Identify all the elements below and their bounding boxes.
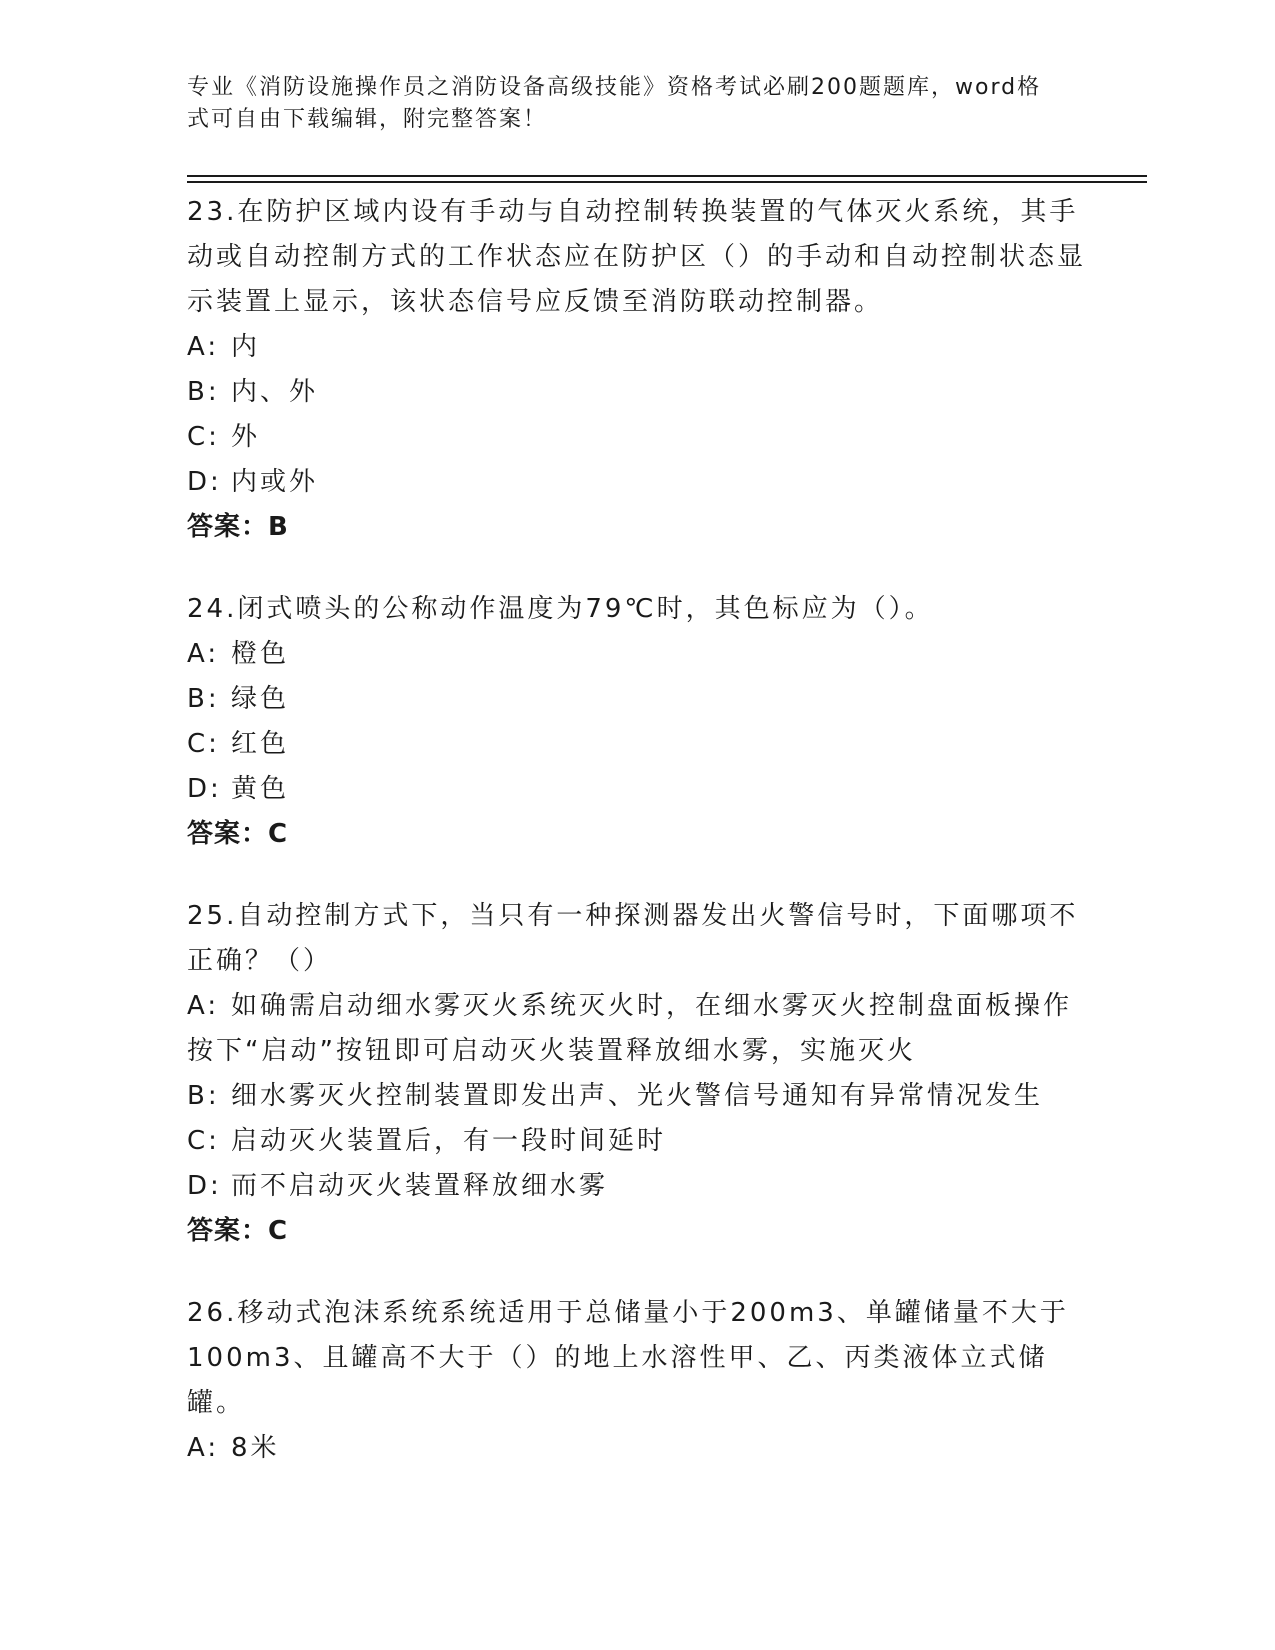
option-letter: A:	[187, 991, 220, 1021]
option-letter: B:	[187, 1081, 220, 1111]
option-c	[187, 722, 1087, 767]
option-text: 绿色	[231, 684, 290, 714]
option-text: 启动灭火装置后，有一段时间延时	[231, 1126, 667, 1156]
option-letter: D:	[187, 1171, 222, 1201]
option-letter: A:	[187, 639, 220, 669]
option-letter: D:	[187, 467, 222, 497]
header-divider-top	[187, 175, 1147, 177]
option-text: 8米	[231, 1433, 280, 1463]
header-divider-bottom	[187, 181, 1147, 183]
option-b	[187, 370, 1087, 415]
option-letter: A:	[187, 332, 220, 362]
option-text: 外	[231, 422, 261, 452]
option-letter: B:	[187, 684, 220, 714]
option-text: 如确需启动细水雾灭火系统灭火时，在细水雾灭火控制盘面板操作	[231, 991, 1073, 1021]
question-list	[187, 190, 1087, 1508]
option-letter: D:	[187, 774, 222, 804]
option-b	[187, 1074, 1087, 1119]
question-23	[187, 190, 1087, 550]
question-26	[187, 1291, 1087, 1471]
question-stem: 24.闭式喷头的公称动作温度为79℃时，其色标应为（）。	[187, 594, 934, 624]
option-text: 黄色	[231, 774, 290, 804]
option-a-continuation: 按下“启动”按钮即可启动灭火装置释放细水雾，实施灭火	[187, 1036, 916, 1066]
option-text: 而不启动灭火装置释放细水雾	[231, 1171, 609, 1201]
option-text: 细水雾灭火控制装置即发出声、光火警信号通知有异常情况发生	[231, 1081, 1044, 1111]
option-d	[187, 460, 1087, 505]
question-24	[187, 587, 1087, 857]
question-25	[187, 894, 1087, 1254]
option-a	[187, 632, 1087, 677]
question-stem: 25.自动控制方式下，当只有一种探测器发出火警信号时，下面哪项不正确？（）	[187, 901, 1079, 976]
option-d	[187, 1164, 1087, 1209]
question-stem: 23.在防护区域内设有手动与自动控制转换装置的气体灭火系统，其手动或自动控制方式的工作状态应在防护区（）的手动和自动控制状态显示装置上显示，该状态信号应反馈至消防联动控制器。	[187, 197, 1087, 317]
option-text: 内	[231, 332, 261, 362]
option-text: 内、外	[231, 377, 319, 407]
document-header: 专业《消防设施操作员之消防设备高级技能》资格考试必刷200题题库，word格式可自由下载编辑，附完整答案！	[187, 75, 1042, 132]
answer-label: 答案：C	[187, 1216, 289, 1246]
answer-label: 答案：C	[187, 819, 289, 849]
option-letter: B:	[187, 377, 220, 407]
option-letter: C:	[187, 422, 220, 452]
option-a	[187, 325, 1087, 370]
option-a	[187, 984, 1087, 1029]
answer-label: 答案：B	[187, 512, 289, 542]
option-letter: C:	[187, 729, 220, 759]
question-stem: 26.移动式泡沫系统系统适用于总储量小于200m3、单罐储量不大于100m3、且罐高不大于（）的地上水溶性甲、乙、丙类液体立式储罐。	[187, 1298, 1069, 1418]
option-c	[187, 1119, 1087, 1164]
option-d	[187, 767, 1087, 812]
option-letter: C:	[187, 1126, 220, 1156]
option-letter: A:	[187, 1433, 220, 1463]
option-c	[187, 415, 1087, 460]
option-a	[187, 1426, 1087, 1471]
option-b	[187, 677, 1087, 722]
option-text: 红色	[231, 729, 290, 759]
option-text: 内或外	[231, 467, 319, 497]
option-text: 橙色	[231, 639, 290, 669]
